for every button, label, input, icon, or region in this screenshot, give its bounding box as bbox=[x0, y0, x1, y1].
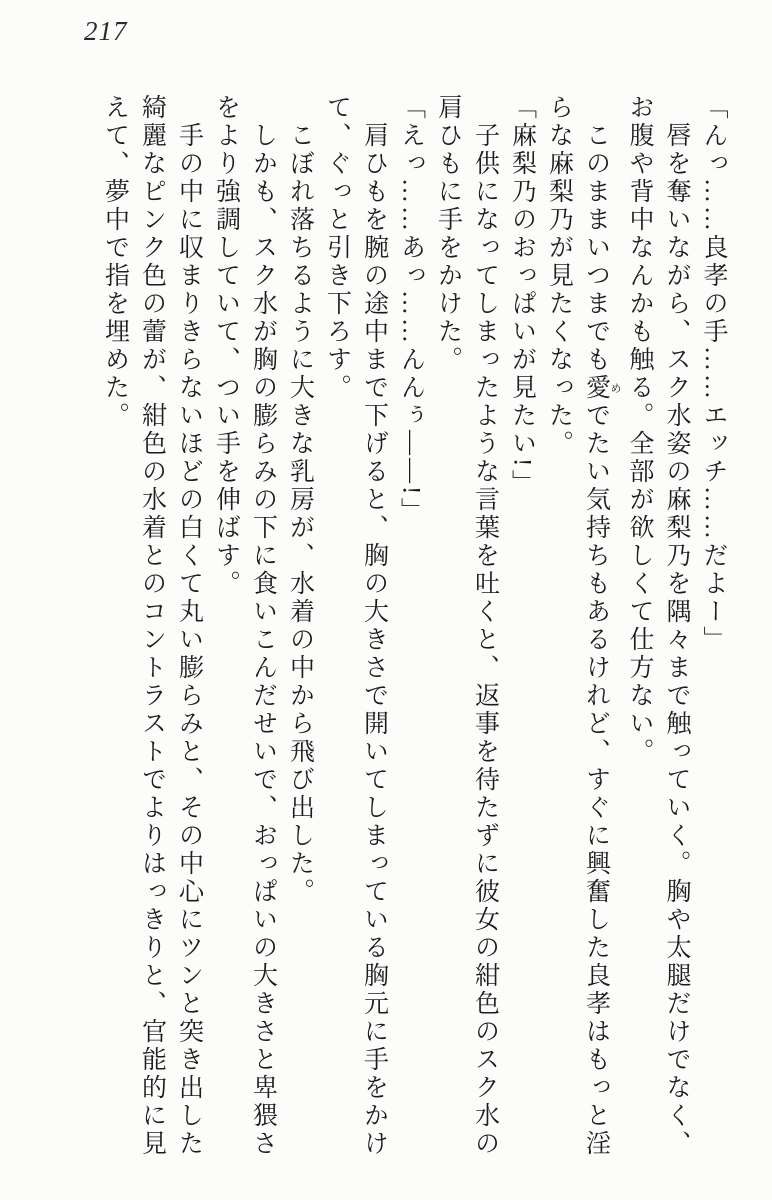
text-line: 「えっ……あっ……んんぅ――!」 bbox=[397, 94, 425, 526]
text-line: 「んっ……良孝の手……エッチ……だよー」 bbox=[700, 94, 727, 654]
page-text bbox=[97, 94, 733, 1158]
text-line: 手の中に収まりきらないほどの白くて丸い膨らみと、その中心にツンと突き出した bbox=[175, 122, 203, 1158]
text-line: 綺麗なピンク色の蕾が、紺色の水着とのコントラストでよりはっきりと、官能的に見 bbox=[138, 94, 166, 1158]
text-line: 子供になってしまったような言葉を吐くと、返事を待たずに彼女の紺色のスク水の bbox=[471, 122, 499, 1158]
text-line: 肩ひもを腕の途中まで下げると、胸の大きさで開いてしまっている胸元に手をかけ bbox=[360, 122, 388, 1158]
text-line: らな麻梨乃が見たくなった。 bbox=[545, 94, 573, 458]
text-line: 「麻梨乃のおっぱいが見たい!」 bbox=[508, 94, 536, 498]
text-line: えて、夢中で指を埋めた。 bbox=[101, 94, 129, 430]
text-line: 肩ひもに手をかけた。 bbox=[434, 94, 462, 374]
text-line: て、ぐっと引き下ろす。 bbox=[323, 94, 351, 402]
furigana-annotation: 愛 め bbox=[582, 374, 621, 402]
page-number: 217 bbox=[84, 16, 128, 46]
text-line: をより強調していて、つい手を伸ばす。 bbox=[212, 94, 240, 598]
text-line: このままいつまでも愛 めでたい気持ちもあるけれど、すぐに興奮した良孝はもっと淫 bbox=[582, 122, 621, 1158]
text-line: こぼれ落ちるように大きな乳房が、水着の中から飛び出した。 bbox=[286, 122, 314, 906]
text-line: 唇を奪いながら、スク水姿の麻梨乃を隅々まで触っていく。胸や太腿だけでなく、 bbox=[663, 122, 690, 1158]
text-line: お腹や背中なんかも触る。全部が欲しくて仕方ない。 bbox=[626, 94, 653, 766]
text-line: しかも、スク水が胸の膨らみの下に食いこんだせいで、おっぱいの大きさと卑猥さ bbox=[249, 122, 277, 1158]
